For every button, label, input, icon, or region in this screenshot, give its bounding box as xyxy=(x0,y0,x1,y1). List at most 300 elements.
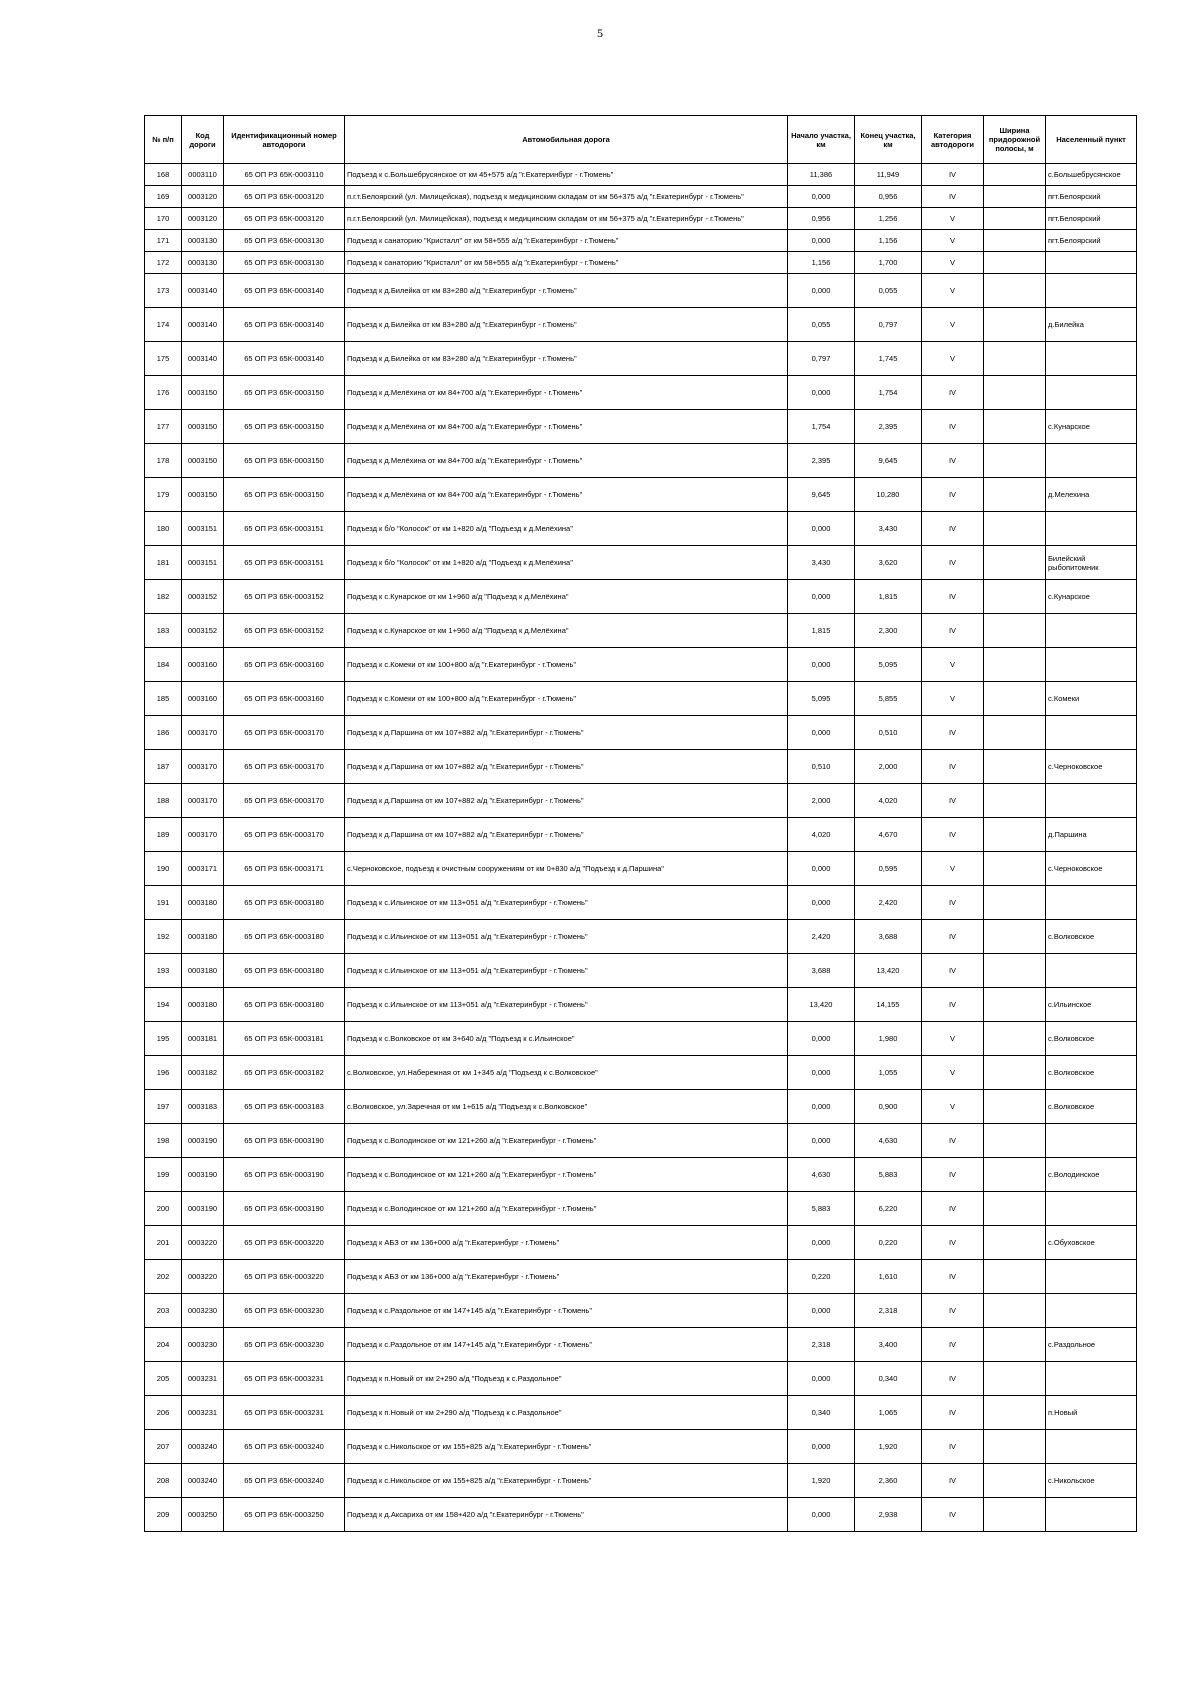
cell-start-km: 2,395 xyxy=(788,444,855,478)
cell-locality xyxy=(1046,1260,1137,1294)
cell-end-km: 6,220 xyxy=(855,1192,922,1226)
cell-roadside-width xyxy=(984,1362,1046,1396)
cell-road-id: 65 ОП РЗ 65К-0003231 xyxy=(224,1396,345,1430)
cell-end-km: 1,920 xyxy=(855,1430,922,1464)
cell-start-km: 0,000 xyxy=(788,716,855,750)
cell-road-code: 0003140 xyxy=(182,342,224,376)
cell-locality xyxy=(1046,342,1137,376)
cell-road-id: 65 ОП РЗ 65К-0003170 xyxy=(224,750,345,784)
cell-locality xyxy=(1046,886,1137,920)
table-row xyxy=(145,342,1137,376)
cell-end-km: 1,815 xyxy=(855,580,922,614)
cell-road-name: Подъезд к д.Паршина от км 107+882 а/д "г.Екатеринбург - г.Тюмень" xyxy=(345,750,788,784)
cell-start-km: 0,000 xyxy=(788,1226,855,1260)
table-row xyxy=(145,1090,1137,1124)
cell-road-name: Подъезд к АБЗ от км 136+000 а/д "г.Екатеринбург - г.Тюмень" xyxy=(345,1226,788,1260)
table-row xyxy=(145,750,1137,784)
cell-index: 175 xyxy=(145,342,182,376)
cell-category: V xyxy=(922,648,984,682)
cell-locality: с.Черноковское xyxy=(1046,750,1137,784)
cell-category: V xyxy=(922,1090,984,1124)
table-row xyxy=(145,1124,1137,1158)
cell-start-km: 5,883 xyxy=(788,1192,855,1226)
cell-road-code: 0003150 xyxy=(182,478,224,512)
cell-category: V xyxy=(922,252,984,274)
cell-start-km: 1,815 xyxy=(788,614,855,648)
cell-end-km: 1,980 xyxy=(855,1022,922,1056)
cell-index: 204 xyxy=(145,1328,182,1362)
cell-road-id: 65 ОП РЗ 65К-0003181 xyxy=(224,1022,345,1056)
cell-category: IV xyxy=(922,784,984,818)
cell-end-km: 3,400 xyxy=(855,1328,922,1362)
cell-roadside-width xyxy=(984,716,1046,750)
cell-category: V xyxy=(922,274,984,308)
cell-category: V xyxy=(922,308,984,342)
cell-road-code: 0003180 xyxy=(182,988,224,1022)
cell-category: IV xyxy=(922,1430,984,1464)
cell-roadside-width xyxy=(984,208,1046,230)
table-row xyxy=(145,818,1137,852)
cell-index: 200 xyxy=(145,1192,182,1226)
table-row xyxy=(145,580,1137,614)
cell-start-km: 0,000 xyxy=(788,1430,855,1464)
cell-road-name: Подъезд к д.Мелёхина от км 84+700 а/д "г.Екатеринбург - г.Тюмень" xyxy=(345,376,788,410)
cell-roadside-width xyxy=(984,1192,1046,1226)
table-body xyxy=(145,164,1137,1532)
cell-locality xyxy=(1046,1362,1137,1396)
cell-start-km: 0,000 xyxy=(788,1124,855,1158)
table-row xyxy=(145,230,1137,252)
table-row xyxy=(145,648,1137,682)
cell-road-code: 0003240 xyxy=(182,1464,224,1498)
cell-end-km: 10,280 xyxy=(855,478,922,512)
cell-start-km: 1,754 xyxy=(788,410,855,444)
cell-locality: д.Билейка xyxy=(1046,308,1137,342)
cell-locality: с.Кунарское xyxy=(1046,580,1137,614)
cell-road-code: 0003160 xyxy=(182,682,224,716)
cell-road-id: 65 ОП РЗ 65К-0003230 xyxy=(224,1328,345,1362)
table-row xyxy=(145,252,1137,274)
cell-road-code: 0003231 xyxy=(182,1362,224,1396)
cell-road-id: 65 ОП РЗ 65К-0003190 xyxy=(224,1158,345,1192)
cell-index: 174 xyxy=(145,308,182,342)
cell-end-km: 1,754 xyxy=(855,376,922,410)
cell-road-name: Подъезд к санаторию "Кристалл" от км 58+555 а/д "г.Екатеринбург - г.Тюмень" xyxy=(345,252,788,274)
cell-road-name: Подъезд к п.Новый от км 2+290 а/д "Подъезд к с.Раздольное" xyxy=(345,1362,788,1396)
cell-locality xyxy=(1046,614,1137,648)
cell-road-code: 0003170 xyxy=(182,750,224,784)
column-header-locality: Населенный пункт xyxy=(1046,116,1137,164)
cell-road-name: Подъезд к п.Новый от км 2+290 а/д "Подъезд к с.Раздольное" xyxy=(345,1396,788,1430)
cell-road-id: 65 ОП РЗ 65К-0003240 xyxy=(224,1430,345,1464)
cell-road-code: 0003230 xyxy=(182,1294,224,1328)
cell-road-code: 0003120 xyxy=(182,186,224,208)
cell-road-id: 65 ОП РЗ 65К-0003140 xyxy=(224,342,345,376)
cell-locality: с.Комеки xyxy=(1046,682,1137,716)
cell-end-km: 4,020 xyxy=(855,784,922,818)
cell-locality xyxy=(1046,274,1137,308)
cell-road-name: Подъезд к д.Паршина от км 107+882 а/д "г.Екатеринбург - г.Тюмень" xyxy=(345,784,788,818)
cell-index: 189 xyxy=(145,818,182,852)
cell-category: IV xyxy=(922,580,984,614)
cell-category: IV xyxy=(922,1498,984,1532)
cell-category: V xyxy=(922,208,984,230)
table-row xyxy=(145,164,1137,186)
table-row xyxy=(145,1192,1137,1226)
cell-roadside-width xyxy=(984,954,1046,988)
cell-end-km: 5,855 xyxy=(855,682,922,716)
cell-road-code: 0003170 xyxy=(182,716,224,750)
cell-locality: с.Кунарское xyxy=(1046,410,1137,444)
cell-locality xyxy=(1046,252,1137,274)
cell-category: V xyxy=(922,1056,984,1090)
cell-end-km: 4,670 xyxy=(855,818,922,852)
cell-road-code: 0003151 xyxy=(182,512,224,546)
cell-road-code: 0003180 xyxy=(182,954,224,988)
cell-end-km: 1,055 xyxy=(855,1056,922,1090)
cell-category: IV xyxy=(922,716,984,750)
cell-road-name: Подъезд к с.Комеки от км 100+800 а/д "г.Екатеринбург - г.Тюмень" xyxy=(345,682,788,716)
cell-road-name: Подъезд к д.Паршина от км 107+882 а/д "г.Екатеринбург - г.Тюмень" xyxy=(345,818,788,852)
cell-locality: с.Волковское xyxy=(1046,1056,1137,1090)
cell-roadside-width xyxy=(984,1090,1046,1124)
cell-index: 199 xyxy=(145,1158,182,1192)
cell-road-id: 65 ОП РЗ 65К-0003140 xyxy=(224,308,345,342)
table-row xyxy=(145,1226,1137,1260)
cell-locality: пгт.Белоярский xyxy=(1046,208,1137,230)
cell-road-code: 0003180 xyxy=(182,886,224,920)
cell-locality: д.Мелехина xyxy=(1046,478,1137,512)
table-row xyxy=(145,186,1137,208)
table-row xyxy=(145,512,1137,546)
cell-index: 181 xyxy=(145,546,182,580)
cell-end-km: 0,797 xyxy=(855,308,922,342)
cell-index: 197 xyxy=(145,1090,182,1124)
cell-roadside-width xyxy=(984,886,1046,920)
cell-end-km: 3,430 xyxy=(855,512,922,546)
cell-locality xyxy=(1046,512,1137,546)
column-header-roadside-width: Ширина придорожной полосы, м xyxy=(984,116,1046,164)
cell-roadside-width xyxy=(984,1294,1046,1328)
cell-locality xyxy=(1046,1192,1137,1226)
cell-end-km: 3,688 xyxy=(855,920,922,954)
cell-roadside-width xyxy=(984,784,1046,818)
cell-road-code: 0003120 xyxy=(182,208,224,230)
cell-end-km: 1,745 xyxy=(855,342,922,376)
cell-road-id: 65 ОП РЗ 65К-0003160 xyxy=(224,682,345,716)
cell-start-km: 11,386 xyxy=(788,164,855,186)
cell-index: 198 xyxy=(145,1124,182,1158)
roads-table xyxy=(144,115,1137,1532)
cell-road-id: 65 ОП РЗ 65К-0003240 xyxy=(224,1464,345,1498)
cell-road-id: 65 ОП РЗ 65К-0003150 xyxy=(224,376,345,410)
cell-category: IV xyxy=(922,1328,984,1362)
cell-road-code: 0003152 xyxy=(182,580,224,614)
cell-end-km: 0,510 xyxy=(855,716,922,750)
cell-locality xyxy=(1046,954,1137,988)
cell-start-km: 0,000 xyxy=(788,886,855,920)
cell-index: 194 xyxy=(145,988,182,1022)
cell-index: 209 xyxy=(145,1498,182,1532)
cell-category: V xyxy=(922,852,984,886)
cell-start-km: 1,920 xyxy=(788,1464,855,1498)
cell-locality xyxy=(1046,1430,1137,1464)
table-row xyxy=(145,852,1137,886)
cell-locality: пгт.Белоярский xyxy=(1046,230,1137,252)
cell-road-code: 0003220 xyxy=(182,1226,224,1260)
cell-road-name: Подъезд к д.Билейка от км 83+280 а/д "г.Екатеринбург - г.Тюмень" xyxy=(345,274,788,308)
cell-road-id: 65 ОП РЗ 65К-0003152 xyxy=(224,580,345,614)
cell-category: V xyxy=(922,682,984,716)
cell-start-km: 0,340 xyxy=(788,1396,855,1430)
cell-start-km: 0,000 xyxy=(788,230,855,252)
cell-index: 187 xyxy=(145,750,182,784)
cell-end-km: 0,956 xyxy=(855,186,922,208)
table-row xyxy=(145,920,1137,954)
cell-locality: с.Волковское xyxy=(1046,920,1137,954)
cell-roadside-width xyxy=(984,444,1046,478)
cell-roadside-width xyxy=(984,512,1046,546)
cell-road-id: 65 ОП РЗ 65К-0003230 xyxy=(224,1294,345,1328)
cell-road-code: 0003190 xyxy=(182,1158,224,1192)
cell-start-km: 2,420 xyxy=(788,920,855,954)
cell-roadside-width xyxy=(984,1328,1046,1362)
cell-category: V xyxy=(922,230,984,252)
cell-index: 201 xyxy=(145,1226,182,1260)
cell-start-km: 1,156 xyxy=(788,252,855,274)
cell-index: 182 xyxy=(145,580,182,614)
cell-road-code: 0003140 xyxy=(182,308,224,342)
cell-index: 176 xyxy=(145,376,182,410)
cell-index: 178 xyxy=(145,444,182,478)
cell-roadside-width xyxy=(984,920,1046,954)
cell-road-code: 0003152 xyxy=(182,614,224,648)
cell-road-name: Подъезд к с.Ильинское от км 113+051 а/д "г.Екатеринбург - г.Тюмень" xyxy=(345,988,788,1022)
cell-road-name: Подъезд к д.Паршина от км 107+882 а/д "г.Екатеринбург - г.Тюмень" xyxy=(345,716,788,750)
cell-category: IV xyxy=(922,818,984,852)
cell-road-code: 0003190 xyxy=(182,1124,224,1158)
cell-start-km: 2,318 xyxy=(788,1328,855,1362)
cell-category: IV xyxy=(922,376,984,410)
cell-road-name: Подъезд к д.Мелёхина от км 84+700 а/д "г.Екатеринбург - г.Тюмень" xyxy=(345,444,788,478)
cell-road-code: 0003231 xyxy=(182,1396,224,1430)
table-row xyxy=(145,274,1137,308)
cell-end-km: 3,620 xyxy=(855,546,922,580)
column-header-index: № п/п xyxy=(145,116,182,164)
cell-road-code: 0003190 xyxy=(182,1192,224,1226)
cell-end-km: 0,055 xyxy=(855,274,922,308)
cell-road-id: 65 ОП РЗ 65К-0003183 xyxy=(224,1090,345,1124)
cell-start-km: 0,000 xyxy=(788,1056,855,1090)
table-row xyxy=(145,1464,1137,1498)
cell-locality: с.Никольское xyxy=(1046,1464,1137,1498)
cell-road-code: 0003151 xyxy=(182,546,224,580)
cell-start-km: 0,000 xyxy=(788,1294,855,1328)
cell-road-id: 65 ОП РЗ 65К-0003140 xyxy=(224,274,345,308)
cell-roadside-width xyxy=(984,1158,1046,1192)
cell-category: IV xyxy=(922,920,984,954)
cell-category: IV xyxy=(922,1226,984,1260)
cell-road-id: 65 ОП РЗ 65К-0003180 xyxy=(224,920,345,954)
cell-road-name: Подъезд к б/о "Колосок" от км 1+820 а/д "Подъезд к д.Мелёхина" xyxy=(345,546,788,580)
table-row xyxy=(145,208,1137,230)
cell-roadside-width xyxy=(984,750,1046,784)
cell-start-km: 3,688 xyxy=(788,954,855,988)
cell-road-id: 65 ОП РЗ 65К-0003130 xyxy=(224,230,345,252)
cell-road-code: 0003220 xyxy=(182,1260,224,1294)
table-row xyxy=(145,308,1137,342)
cell-road-name: п.г.т.Белоярский (ул. Милицейская), подъезд к медицинским складам от км 56+375 а/д "г.Екатеринбург - г.Тюмень" xyxy=(345,208,788,230)
cell-roadside-width xyxy=(984,230,1046,252)
table-row xyxy=(145,1260,1137,1294)
cell-roadside-width xyxy=(984,1498,1046,1532)
cell-roadside-width xyxy=(984,252,1046,274)
cell-index: 173 xyxy=(145,274,182,308)
cell-road-id: 65 ОП РЗ 65К-0003170 xyxy=(224,784,345,818)
cell-category: IV xyxy=(922,1396,984,1430)
cell-road-id: 65 ОП РЗ 65К-0003170 xyxy=(224,716,345,750)
cell-start-km: 0,000 xyxy=(788,648,855,682)
cell-road-name: Подъезд к д.Билейка от км 83+280 а/д "г.Екатеринбург - г.Тюмень" xyxy=(345,342,788,376)
cell-locality: с.Волковское xyxy=(1046,1090,1137,1124)
cell-road-name: Подъезд к с.Кунарское от км 1+960 а/д "Подъезд к д.Мелёхина" xyxy=(345,614,788,648)
cell-roadside-width xyxy=(984,648,1046,682)
table-row xyxy=(145,1294,1137,1328)
cell-road-code: 0003140 xyxy=(182,274,224,308)
cell-locality xyxy=(1046,376,1137,410)
cell-index: 193 xyxy=(145,954,182,988)
table-row xyxy=(145,682,1137,716)
cell-locality xyxy=(1046,1294,1137,1328)
cell-road-name: Подъезд к с.Ильинское от км 113+051 а/д "г.Екатеринбург - г.Тюмень" xyxy=(345,920,788,954)
cell-road-id: 65 ОП РЗ 65К-0003220 xyxy=(224,1260,345,1294)
table-row xyxy=(145,988,1137,1022)
cell-road-name: п.г.т.Белоярский (ул. Милицейская), подъезд к медицинским складам от км 56+375 а/д "г.Екатеринбург - г.Тюмень" xyxy=(345,186,788,208)
cell-roadside-width xyxy=(984,580,1046,614)
cell-road-code: 0003250 xyxy=(182,1498,224,1532)
cell-locality: с.Большебрусянское xyxy=(1046,164,1137,186)
cell-roadside-width xyxy=(984,478,1046,512)
cell-locality: п.Новый xyxy=(1046,1396,1137,1430)
cell-road-name: с.Волковское, ул.Набережная от км 1+345 а/д "Подъезд к с.Волковское" xyxy=(345,1056,788,1090)
cell-category: IV xyxy=(922,886,984,920)
cell-road-code: 0003130 xyxy=(182,252,224,274)
column-header-road-id: Идентификационный номер автодороги xyxy=(224,116,345,164)
cell-road-code: 0003171 xyxy=(182,852,224,886)
column-header-category: Категория автодороги xyxy=(922,116,984,164)
cell-start-km: 0,510 xyxy=(788,750,855,784)
cell-category: IV xyxy=(922,988,984,1022)
table-row xyxy=(145,886,1137,920)
cell-category: IV xyxy=(922,1158,984,1192)
cell-road-name: Подъезд к АБЗ от км 136+000 а/д "г.Екатеринбург - г.Тюмень" xyxy=(345,1260,788,1294)
cell-road-id: 65 ОП РЗ 65К-0003120 xyxy=(224,186,345,208)
cell-end-km: 2,420 xyxy=(855,886,922,920)
cell-start-km: 0,000 xyxy=(788,376,855,410)
cell-road-id: 65 ОП РЗ 65К-0003110 xyxy=(224,164,345,186)
cell-roadside-width xyxy=(984,274,1046,308)
cell-road-code: 0003182 xyxy=(182,1056,224,1090)
cell-end-km: 2,395 xyxy=(855,410,922,444)
cell-index: 192 xyxy=(145,920,182,954)
cell-roadside-width xyxy=(984,1464,1046,1498)
cell-end-km: 0,595 xyxy=(855,852,922,886)
cell-locality xyxy=(1046,716,1137,750)
cell-category: V xyxy=(922,1022,984,1056)
cell-category: IV xyxy=(922,1294,984,1328)
column-header-road-name: Автомобильная дорога xyxy=(345,116,788,164)
cell-category: V xyxy=(922,342,984,376)
cell-road-name: Подъезд к с.Никольское от км 155+825 а/д "г.Екатеринбург - г.Тюмень" xyxy=(345,1464,788,1498)
cell-road-name: с.Волковское, ул.Заречная от км 1+615 а/д "Подъезд к с.Волковское" xyxy=(345,1090,788,1124)
table-header-row xyxy=(145,116,1137,164)
cell-start-km: 5,095 xyxy=(788,682,855,716)
cell-index: 207 xyxy=(145,1430,182,1464)
cell-roadside-width xyxy=(984,308,1046,342)
cell-index: 195 xyxy=(145,1022,182,1056)
cell-road-name: Подъезд к д.Аксариха от км 158+420 а/д "г.Екатеринбург - г.Тюмень" xyxy=(345,1498,788,1532)
table-row xyxy=(145,954,1137,988)
cell-index: 179 xyxy=(145,478,182,512)
cell-index: 177 xyxy=(145,410,182,444)
cell-category: IV xyxy=(922,512,984,546)
cell-locality xyxy=(1046,444,1137,478)
cell-road-id: 65 ОП РЗ 65К-0003190 xyxy=(224,1192,345,1226)
cell-start-km: 0,000 xyxy=(788,1362,855,1396)
cell-roadside-width xyxy=(984,1226,1046,1260)
cell-roadside-width xyxy=(984,852,1046,886)
cell-locality: Билейский рыбопитомник xyxy=(1046,546,1137,580)
cell-roadside-width xyxy=(984,818,1046,852)
cell-end-km: 1,610 xyxy=(855,1260,922,1294)
cell-start-km: 0,797 xyxy=(788,342,855,376)
cell-road-name: Подъезд к с.Комеки от км 100+800 а/д "г.Екатеринбург - г.Тюмень" xyxy=(345,648,788,682)
cell-locality: с.Раздольное xyxy=(1046,1328,1137,1362)
cell-roadside-width xyxy=(984,410,1046,444)
cell-road-id: 65 ОП РЗ 65К-0003170 xyxy=(224,818,345,852)
cell-road-name: Подъезд к д.Билейка от км 83+280 а/д "г.Екатеринбург - г.Тюмень" xyxy=(345,308,788,342)
cell-road-code: 0003170 xyxy=(182,784,224,818)
cell-roadside-width xyxy=(984,342,1046,376)
cell-road-name: Подъезд к с.Володинское от км 121+260 а/д "г.Екатеринбург - г.Тюмень" xyxy=(345,1192,788,1226)
cell-end-km: 1,065 xyxy=(855,1396,922,1430)
cell-category: IV xyxy=(922,750,984,784)
cell-index: 185 xyxy=(145,682,182,716)
cell-category: IV xyxy=(922,186,984,208)
cell-start-km: 0,220 xyxy=(788,1260,855,1294)
cell-road-name: Подъезд к с.Волковское от км 3+640 а/д "Подъезд к с.Ильинское" xyxy=(345,1022,788,1056)
cell-start-km: 0,000 xyxy=(788,274,855,308)
cell-roadside-width xyxy=(984,1022,1046,1056)
cell-road-name: Подъезд к д.Мелёхина от км 84+700 а/д "г.Екатеринбург - г.Тюмень" xyxy=(345,478,788,512)
cell-road-id: 65 ОП РЗ 65К-0003151 xyxy=(224,512,345,546)
cell-locality: с.Ильинское xyxy=(1046,988,1137,1022)
table-row xyxy=(145,410,1137,444)
table-row xyxy=(145,444,1137,478)
cell-category: IV xyxy=(922,444,984,478)
cell-category: IV xyxy=(922,1362,984,1396)
cell-road-name: Подъезд к б/о "Колосок" от км 1+820 а/д "Подъезд к д.Мелёхина" xyxy=(345,512,788,546)
cell-end-km: 14,155 xyxy=(855,988,922,1022)
cell-index: 190 xyxy=(145,852,182,886)
cell-index: 170 xyxy=(145,208,182,230)
cell-roadside-width xyxy=(984,186,1046,208)
cell-road-name: Подъезд к с.Ильинское от км 113+051 а/д "г.Екатеринбург - г.Тюмень" xyxy=(345,954,788,988)
table-row xyxy=(145,1056,1137,1090)
cell-end-km: 0,220 xyxy=(855,1226,922,1260)
table-row xyxy=(145,1328,1137,1362)
cell-road-id: 65 ОП РЗ 65К-0003180 xyxy=(224,988,345,1022)
